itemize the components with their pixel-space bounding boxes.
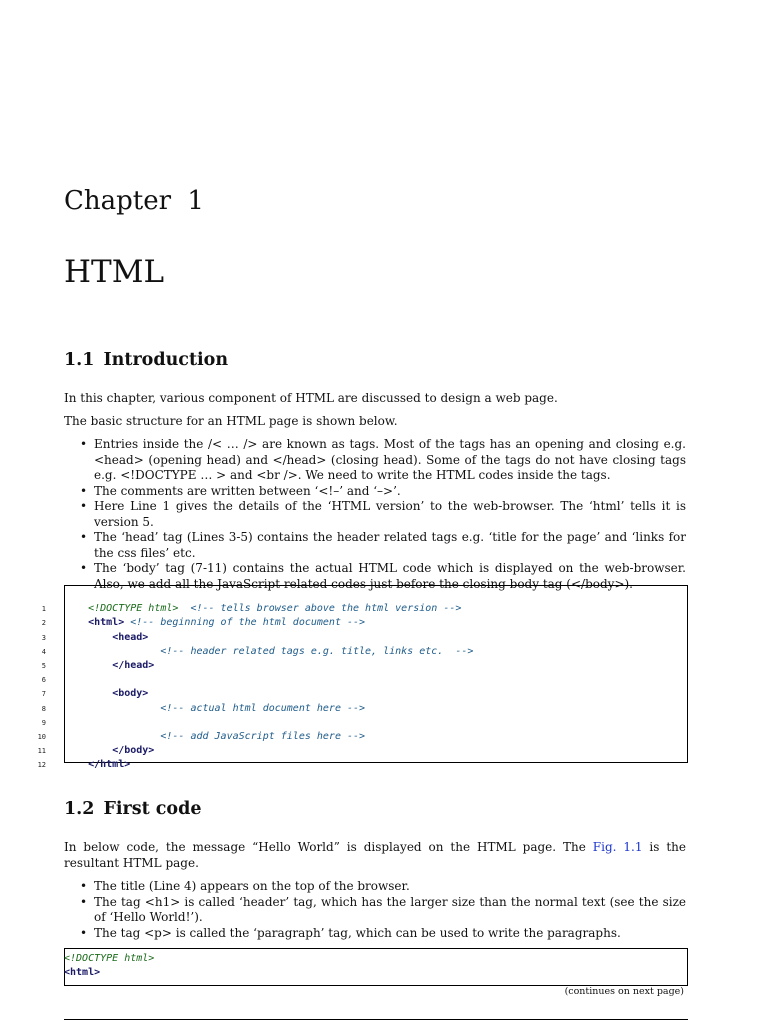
line-number: 4	[41, 647, 46, 656]
code-comment: <!-- actual html document here -->	[160, 702, 366, 714]
list-item: • The ‘head’ tag (Lines 3-5) contains the header related tags e.g. ‘title for the page’ and ‘links for the css files’ etc.	[78, 530, 686, 561]
section-heading-first-code	[64, 798, 201, 820]
list-item: • The ‘body’ tag (7-11) contains the actual HTML code which is displayed on the web-browser. Also, we add all the JavaScript related codes just before the closing body tag (</body>).	[78, 561, 686, 592]
code-line	[41, 616, 688, 643]
code-token: </head>	[112, 659, 155, 671]
list-item: • The title (Line 4) appears on the top of the browser.	[78, 879, 686, 895]
chapter-label	[64, 184, 204, 218]
intro-paragraph-1: In this chapter, various component of HTML are discussed to design a web page.	[64, 391, 558, 405]
code-comment: <!-- tells browser above the html version -->	[190, 603, 462, 615]
figure-link[interactable]: Fig. 1.1	[592, 840, 643, 854]
paragraph-text: is the resultant HTML page.	[64, 840, 686, 870]
code-line	[64, 952, 684, 966]
line-number: 12	[37, 761, 46, 770]
paragraph-text: In below code, the message “Hello World” is displayed on the HTML page. The	[64, 840, 593, 854]
section-number: 1.1	[64, 350, 95, 370]
code-comment: <!-- add JavaScript files here -->	[160, 730, 366, 742]
chapter-title: HTML	[64, 254, 165, 290]
code-line	[41, 687, 688, 714]
code-token: </html>	[88, 759, 131, 771]
list-item: • The tag <h1> is called ‘header’ tag, which has the larger size than the normal text (see the size of ‘Hello World!’).	[78, 895, 686, 926]
first-code-bullet-list	[78, 879, 686, 941]
list-item: • The comments are written between ‘<!–’ and ‘–>’.	[78, 484, 686, 500]
code-token: <!DOCTYPE html>	[88, 603, 179, 615]
chapter-word: Chapter	[64, 186, 172, 216]
line-number: 2	[41, 619, 46, 628]
line-number: 11	[37, 747, 46, 756]
continues-note: (continues on next page)	[564, 986, 684, 997]
section-title: Introduction	[103, 350, 229, 370]
code-lines-first-code	[64, 952, 684, 980]
code-line	[41, 702, 688, 727]
line-number: 7	[41, 690, 46, 699]
line-number: 10	[37, 732, 46, 741]
line-number: 9	[41, 718, 46, 727]
line-number: 5	[41, 661, 46, 670]
code-line	[64, 966, 684, 980]
intro-bullet-list	[78, 437, 686, 592]
line-number: 8	[41, 704, 46, 713]
code-line	[41, 659, 688, 685]
list-item: • The tag <p> is called the ‘paragraph’ tag, which can be used to write the paragraphs.	[78, 926, 686, 942]
intro-paragraph-2: The basic structure for an HTML page is shown below.	[64, 414, 398, 428]
code-token: <!DOCTYPE html>	[64, 953, 155, 964]
code-comment: <!-- header related tags e.g. title, links etc. -->	[160, 645, 474, 657]
line-number: 3	[41, 633, 46, 642]
code-token: <html>	[64, 967, 101, 979]
section-heading-introduction	[64, 349, 228, 371]
section-number: 1.2	[64, 799, 95, 819]
code-line	[41, 631, 688, 657]
line-number: 1	[41, 605, 46, 614]
code-token: <html>	[88, 617, 125, 629]
list-item: • Here Line 1 gives the details of the ‘HTML version’ to the web-browser. The ‘html’ tells it is version 5.	[78, 499, 686, 530]
code-comment: <!-- beginning of the html document -->	[130, 617, 366, 629]
chapter-number: 1	[187, 186, 204, 216]
code-line	[41, 588, 688, 615]
code-lines-structure	[37, 588, 688, 771]
code-line	[41, 602, 688, 629]
code-line	[41, 645, 688, 671]
code-token: <head>	[112, 631, 149, 643]
code-line	[37, 716, 688, 742]
line-number: 6	[41, 676, 46, 685]
code-token: </body>	[112, 745, 155, 757]
page-footer-rule	[64, 1019, 688, 1020]
section-title: First code	[103, 799, 202, 819]
list-item: • Entries inside the /< … /> are known as tags. Most of the tags has an opening and closing e.g. <head> (opening head) and </head> (closing head). Some of the tags do not have closing tags e.g. <!DOCTYPE … > and <br />. We need to write the HTML codes inside the tags.	[78, 437, 686, 484]
code-line	[41, 673, 688, 700]
first-code-paragraph	[64, 840, 686, 871]
code-token: <body>	[112, 688, 149, 700]
